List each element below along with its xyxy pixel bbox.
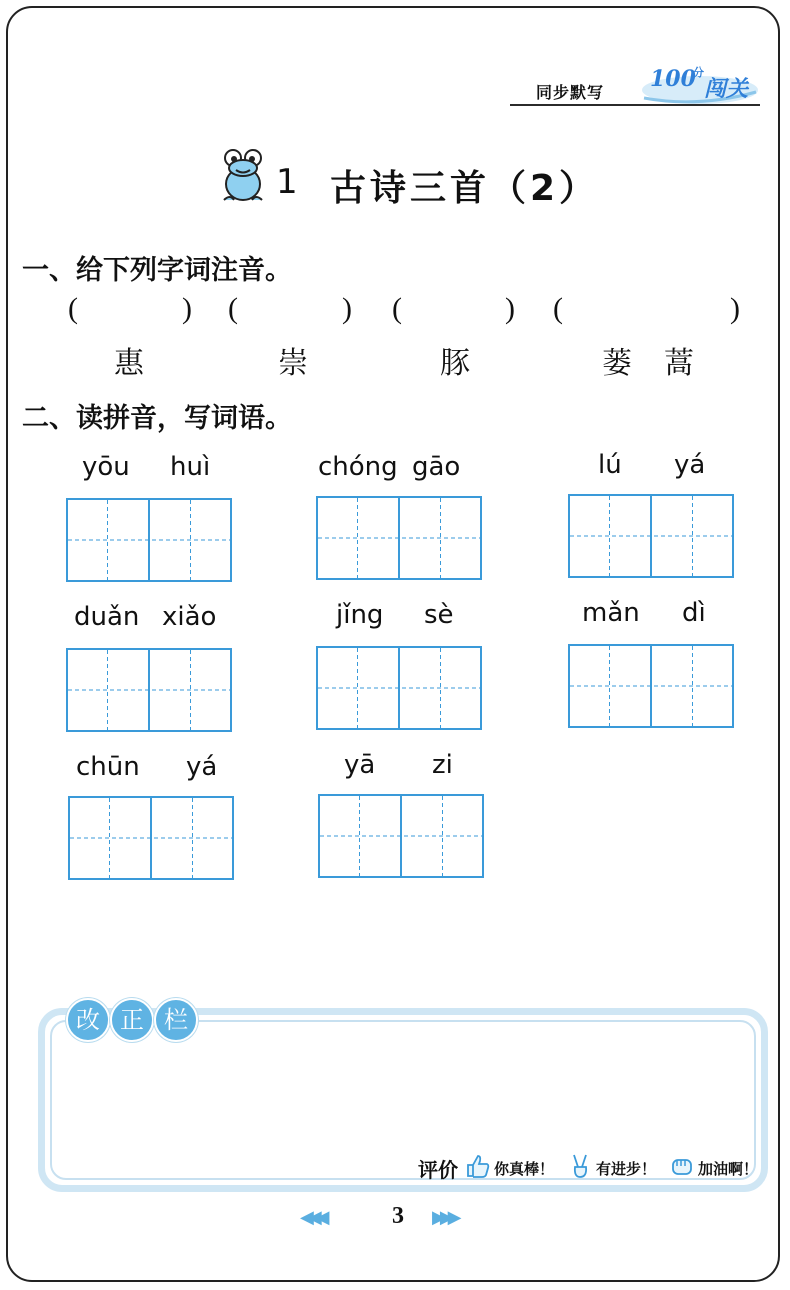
page-navigation (300, 1203, 500, 1233)
pinyin-syllable: sè (424, 600, 454, 630)
logo-word: 闯关 (704, 77, 749, 102)
header-label: 同步默写 (536, 83, 605, 102)
pinyin-syllable: duǎn (74, 602, 140, 632)
prev-page-arrows[interactable]: ◀◀◀ (300, 1207, 324, 1228)
eval-option-great: 你真棒！ (494, 1160, 555, 1178)
pinyin-syllable: lú (598, 450, 622, 480)
writing-grid[interactable] (68, 796, 234, 880)
evaluation-label: 评价 (418, 1158, 458, 1182)
paren-close-3: ) (505, 292, 515, 325)
logo-number: 100 (650, 66, 696, 92)
lesson-title: 古诗三首（2） (330, 168, 600, 209)
paren-open-3: ( (392, 292, 402, 325)
victory-hand-icon[interactable] (566, 1152, 594, 1180)
writing-grid[interactable] (316, 496, 482, 580)
lesson-number: 1 (276, 162, 298, 202)
pinyin-syllable: mǎn (582, 598, 640, 628)
lesson-title-row (218, 146, 598, 216)
pinyin-syllable: chóng (318, 452, 398, 482)
correction-box (38, 998, 768, 1192)
correction-badge: 改 (66, 998, 110, 1042)
fist-icon[interactable] (668, 1152, 696, 1180)
brand-logo (638, 64, 760, 106)
writing-grid[interactable] (568, 494, 734, 578)
pinyin-syllable: zi (432, 750, 453, 780)
logo-fen: 分 (693, 66, 704, 79)
paren-close-1: ) (182, 292, 192, 325)
writing-grid[interactable] (66, 648, 232, 732)
section1-heading: 一、给下列字词注音。 (22, 255, 292, 286)
pinyin-syllable: xiǎo (162, 602, 217, 632)
paren-close-4: ) (730, 292, 740, 325)
char-tun: 豚 (440, 346, 470, 381)
thumbs-up-icon[interactable] (464, 1152, 492, 1180)
writing-grid[interactable] (568, 644, 734, 728)
next-page-arrows[interactable]: ▶▶▶ (432, 1207, 456, 1228)
paren-open-4: ( (553, 292, 563, 325)
writing-grid[interactable] (66, 498, 232, 582)
eval-option-keep-going: 加油啊！ (698, 1160, 759, 1178)
correction-badge: 栏 (154, 998, 198, 1042)
paren-open-2: ( (228, 292, 238, 325)
pinyin-syllable: yá (186, 752, 218, 782)
evaluation-row (418, 1150, 758, 1184)
pinyin-syllable: yá (674, 450, 706, 480)
pinyin-syllable: gāo (412, 452, 461, 482)
writing-grid[interactable] (316, 646, 482, 730)
page-header (500, 64, 760, 108)
frog-icon (218, 146, 268, 206)
section2-heading: 二、读拼音，写词语。 (22, 403, 292, 434)
pinyin-syllable: jǐng (336, 600, 384, 630)
char-lou: 蒌 (602, 346, 632, 381)
char-chong: 崇 (278, 346, 308, 381)
eval-option-progress: 有进步！ (596, 1160, 657, 1178)
correction-badge: 正 (110, 998, 154, 1042)
pinyin-syllable: dì (682, 598, 706, 628)
paren-close-2: ) (342, 292, 352, 325)
char-hui: 惠 (114, 346, 144, 381)
page-number: 3 (392, 1203, 404, 1229)
pinyin-syllable: yōu (82, 452, 130, 482)
paren-open-1: ( (68, 292, 78, 325)
pinyin-syllable: yā (344, 750, 376, 780)
writing-grid[interactable] (318, 794, 484, 878)
header-rule (510, 104, 760, 106)
pinyin-syllable: huì (170, 452, 211, 482)
char-hao: 蒿 (664, 346, 694, 381)
pinyin-syllable: chūn (76, 752, 140, 782)
